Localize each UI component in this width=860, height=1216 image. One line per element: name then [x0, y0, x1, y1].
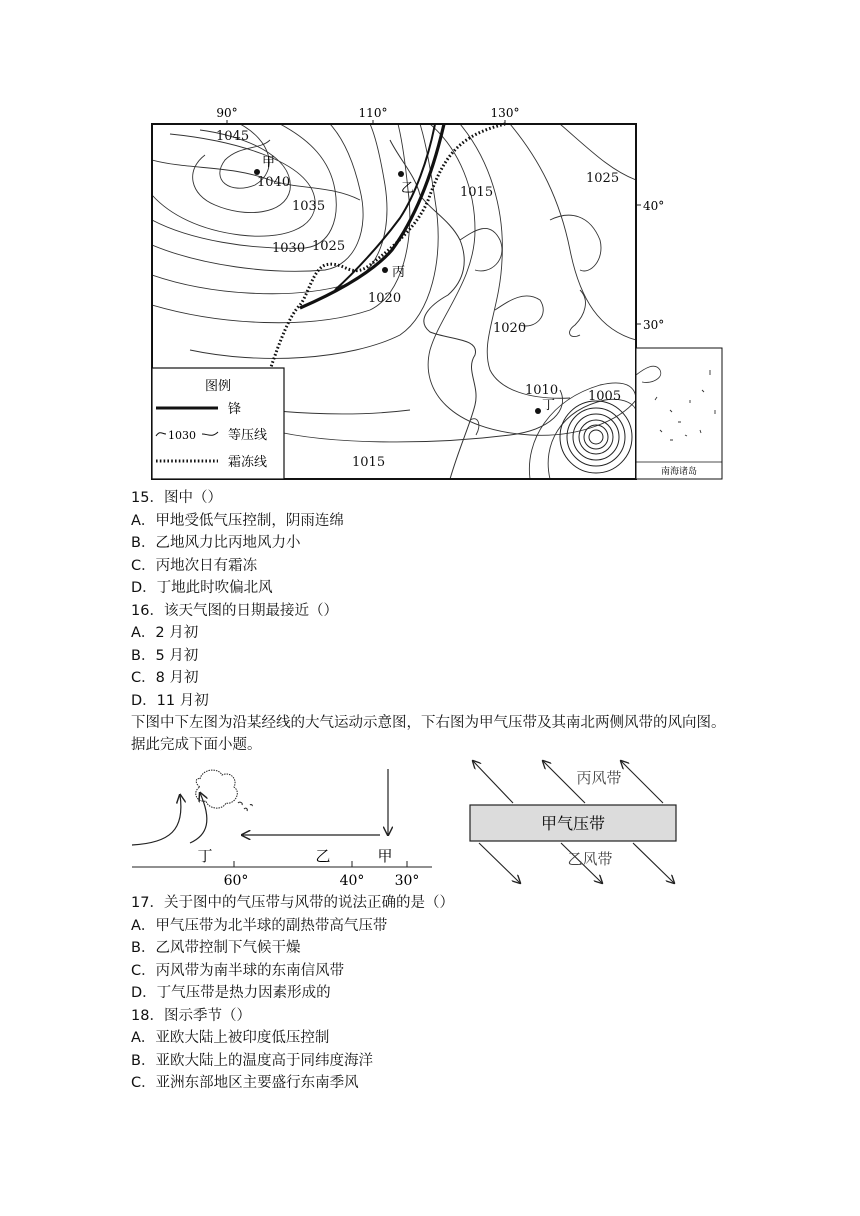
fig2-label-jia: 甲	[377, 847, 393, 865]
lon-label-110: 110°	[358, 106, 388, 120]
q17-option-d[interactable]: D．丁气压带是热力因素形成的	[131, 985, 331, 1001]
q18-option-b[interactable]: B．亚欧大陆上的温度高于同纬度海洋	[131, 1053, 373, 1069]
fig2-tick-60: 60°	[223, 873, 249, 889]
fig2-tick-30: 30°	[394, 873, 420, 889]
q18-option-c[interactable]: C．亚洲东部地区主要盛行东南季风	[131, 1075, 359, 1091]
q15-option-d[interactable]: D．丁地此时吹偏北风	[131, 580, 273, 596]
fig2-label-yi: 乙	[315, 847, 331, 865]
q16-option-d[interactable]: D．11 月初	[131, 693, 209, 709]
lat-label-30: 30°	[643, 318, 665, 332]
lat-label-40: 40°	[643, 199, 665, 213]
q15-option-c[interactable]: C．丙地次日有霜冻	[131, 558, 258, 574]
legend-title: 图例	[204, 379, 232, 394]
lon-label-130: 130°	[490, 106, 520, 120]
fig2-tick-40: 40°	[339, 873, 365, 889]
circulation-diagram	[130, 765, 440, 890]
q15-stem: 15．图中（）	[131, 490, 222, 506]
q17-stem: 17．关于图中的气压带与风带的说法正确的是（）	[131, 895, 454, 911]
point-bing-dot	[382, 267, 388, 273]
point-ding: 丁	[542, 398, 556, 413]
legend-isobar: 等压线	[228, 428, 268, 443]
isobar-label: 1025	[312, 239, 346, 254]
q16-stem: 16．该天气图的日期最接近（）	[131, 603, 338, 619]
point-jia-dot	[254, 169, 260, 175]
isobar-label: 1030	[272, 241, 306, 256]
point-bing: 丙	[392, 265, 406, 280]
legend-front: 锋	[228, 402, 242, 417]
q16-option-b[interactable]: B．5 月初	[131, 648, 199, 664]
front-line-2	[335, 124, 435, 290]
q18-option-a[interactable]: A．亚欧大陆上被印度低压控制	[131, 1030, 330, 1046]
legend-frost: 霜冻线	[228, 455, 268, 470]
fig3-belt-label: 甲气压带	[540, 814, 606, 833]
point-yi-dot	[398, 171, 404, 177]
lon-label-90: 90°	[216, 106, 238, 120]
q15-option-a[interactable]: A．甲地受低气压控制，阴雨连绵	[131, 513, 344, 529]
point-yi: 乙	[401, 181, 415, 196]
map-legend	[152, 368, 284, 479]
isobar-label: 1005	[588, 389, 622, 404]
q17-option-a[interactable]: A．甲气压带为北半球的副热带高气压带	[131, 918, 388, 934]
isobar-label: 1045	[216, 129, 250, 144]
frost-line	[270, 124, 505, 370]
isobar-label: 1015	[460, 185, 494, 200]
isobar-label: 1035	[292, 199, 326, 214]
isobar-label: 1010	[525, 383, 559, 398]
isobar-label: 1015	[352, 455, 386, 470]
legend-isobar-sample: 1030	[168, 429, 196, 442]
q18-stem: 18．图示季节（）	[131, 1008, 251, 1024]
q15-option-b[interactable]: B．乙地风力比丙地风力小	[131, 535, 301, 551]
fig3-yi-label: 乙风带	[567, 850, 613, 868]
fig3-bing-label: 丙风带	[576, 769, 622, 787]
isobar-label: 1040	[257, 175, 291, 190]
typhoon-low-center	[560, 401, 632, 473]
isobar-label: 1020	[493, 321, 527, 336]
q16-option-a[interactable]: A．2 月初	[131, 625, 199, 641]
south-china-sea-inset	[636, 348, 722, 479]
front-line-1	[300, 124, 444, 308]
isobar-label: 1020	[368, 291, 402, 306]
inset-label: 南海诸岛	[660, 467, 698, 477]
weather-map	[130, 100, 730, 485]
isobar-label: 1025	[586, 171, 620, 186]
point-ding-dot	[535, 408, 541, 414]
q16-option-c[interactable]: C．8 月初	[131, 670, 199, 686]
point-jia: 甲	[262, 155, 276, 170]
q17-option-b[interactable]: B．乙风带控制下气候干燥	[131, 940, 301, 956]
pressure-belt-diagram	[465, 755, 685, 890]
q17-option-c[interactable]: C．丙风带为南半球的东南信风带	[131, 963, 345, 979]
intro-paragraph: 下图中下左图为沿某经线的大气运动示意图，下右图为甲气压带及其南北两侧风带的风向图。据此完成下面小题。	[131, 715, 726, 753]
fig2-label-ding: 丁	[197, 847, 213, 865]
